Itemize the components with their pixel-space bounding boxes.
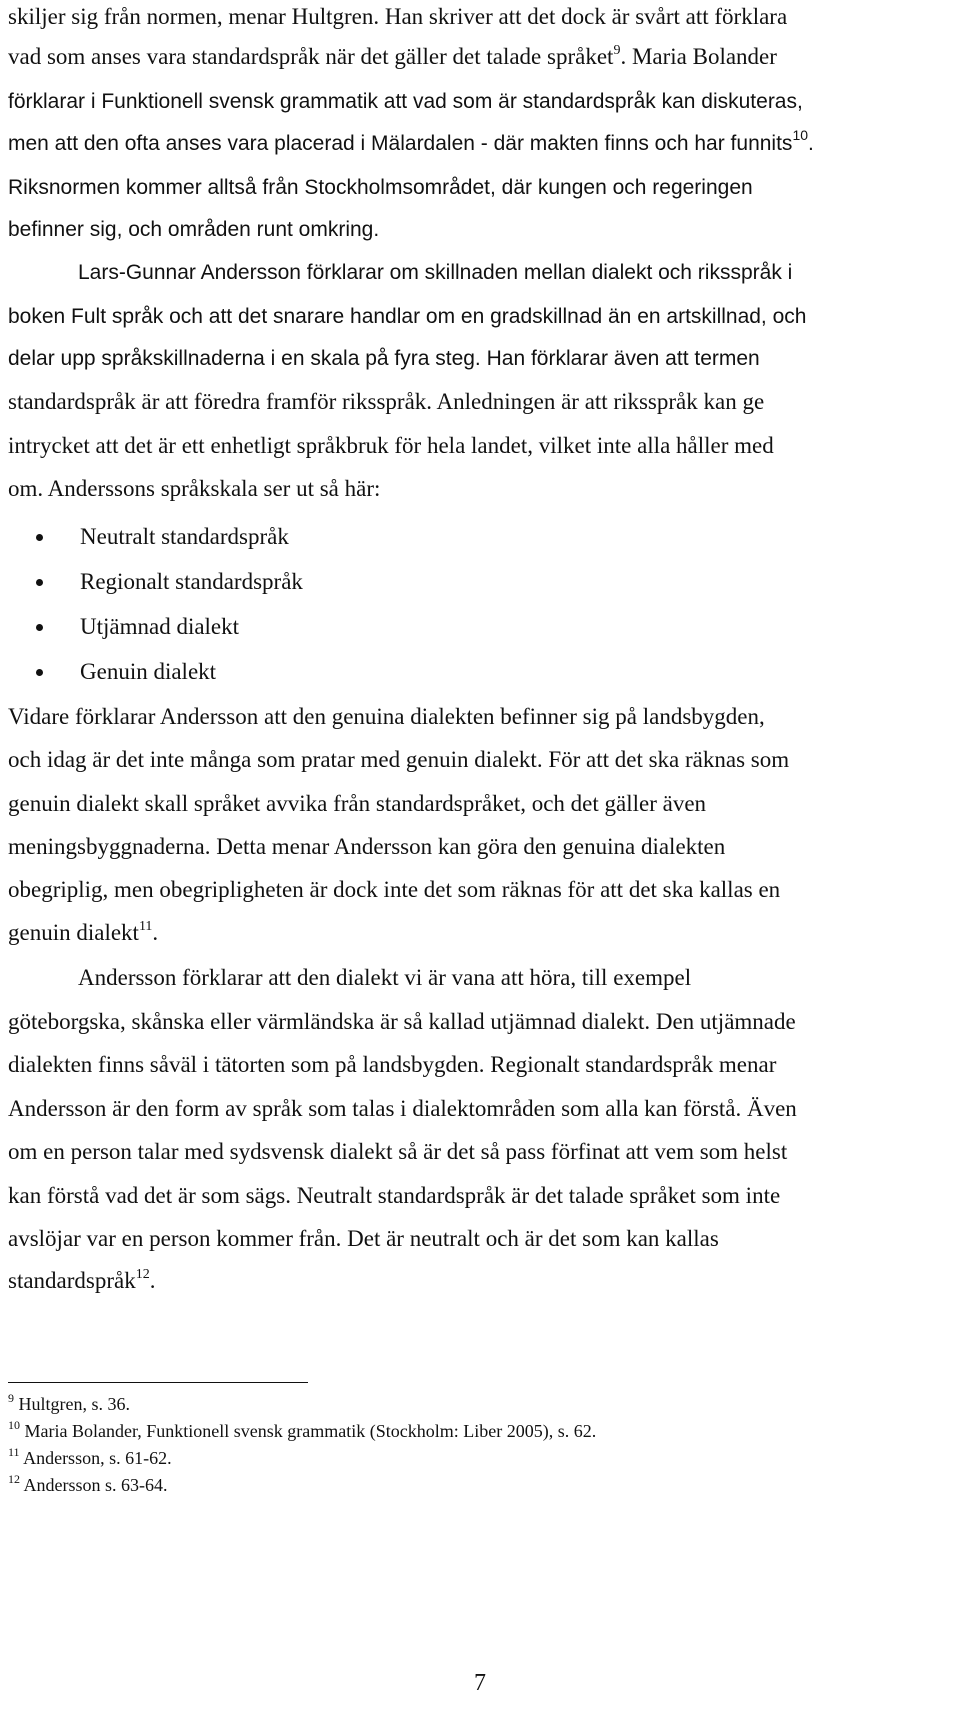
footnote-10	[8, 1420, 952, 1442]
text-span: genuin dialekt	[8, 920, 139, 945]
text-span: standardspråk	[8, 1268, 136, 1293]
bullet-icon	[36, 579, 43, 586]
footnote-number: 10	[8, 1418, 20, 1432]
footnote-12	[8, 1474, 952, 1496]
list-item: Regionalt standardspråk	[80, 569, 303, 594]
paragraph-4-line-3: dialekten finns såväl i tätorten som på landsbygden. Regionalt standardspråk menar	[8, 1052, 777, 1077]
footnote-text: Hultgren, s. 36.	[18, 1394, 130, 1414]
paragraph-4-line-2: göteborgska, skånska eller värmländska är så kallad utjämnad dialekt. Den utjämnade	[8, 1009, 796, 1034]
footnote-ref-11: 11	[138, 919, 153, 934]
paragraph-2-line-5: intrycket att det är ett enhetligt språkbruk för hela landet, vilket inte alla håller med	[8, 433, 774, 458]
list-item: Neutralt standardspråk	[80, 524, 289, 549]
paragraph-2-line-2: boken Fult språk och att det snarare handlar om en gradskillnad än en artskillnad, och	[8, 305, 807, 328]
list-item: Utjämnad dialekt	[80, 614, 240, 639]
footnote-11	[8, 1447, 952, 1469]
text-span: . Maria Bolander	[620, 44, 777, 69]
bullet-icon	[36, 624, 43, 631]
footnote-text: Andersson, s. 61-62.	[23, 1448, 172, 1468]
paragraph-3-line-1: Vidare förklarar Andersson att den genuina dialekten befinner sig på landsbygden,	[8, 704, 765, 729]
footnote-ref-12: 12	[135, 1267, 150, 1282]
paragraph-3-line-2: och idag är det inte många som pratar med genuin dialekt. För att det ska räknas som	[8, 747, 790, 772]
footnote-ref-9: 9	[613, 43, 621, 58]
text-span: .	[149, 1268, 156, 1293]
bullet-icon	[36, 669, 43, 676]
footnote-9	[8, 1393, 952, 1415]
paragraph-2-line-1: Lars-Gunnar Andersson förklarar om skillnaden mellan dialekt och riksspråk i	[78, 261, 793, 284]
paragraph-1-line-3: förklarar i Funktionell svensk grammatik att vad som är standardspråk kan diskuteras,	[8, 90, 803, 113]
footnote-number: 11	[8, 1445, 20, 1459]
paragraph-1-line-4	[8, 129, 952, 159]
footnote-number: 12	[8, 1472, 20, 1486]
paragraph-3-line-5: obegriplig, men obegripligheten är dock inte det som räknas för att det ska kallas en	[8, 877, 781, 902]
paragraph-4-line-4: Andersson är den form av språk som talas i dialektområden som alla kan förstå. Även	[8, 1096, 797, 1121]
footnote-divider	[8, 1382, 308, 1383]
paragraph-3-line-6	[8, 918, 952, 948]
footnote-text: Maria Bolander, Funktionell svensk grammatik (Stockholm: Liber 2005), s. 62.	[24, 1421, 597, 1441]
paragraph-1-line-6: befinner sig, och områden runt omkring.	[8, 218, 380, 241]
footnote-text: Andersson s. 63-64.	[23, 1475, 168, 1495]
bullet-icon	[36, 534, 43, 541]
page-number: 7	[474, 1670, 486, 1696]
paragraph-1-line-2	[8, 42, 952, 72]
paragraph-1-line-5: Riksnormen kommer alltså från Stockholmsområdet, där kungen och regeringen	[8, 176, 753, 199]
paragraph-4-line-8	[8, 1266, 952, 1296]
paragraph-4-line-5: om en person talar med sydsvensk dialekt så är det så pass förfinat att vem som helst	[8, 1139, 788, 1164]
list-item: Genuin dialekt	[80, 659, 217, 684]
paragraph-2-line-3: delar upp språkskillnaderna i en skala på fyra steg. Han förklarar även att termen	[8, 347, 760, 370]
paragraph-3-line-3: genuin dialekt skall språket avvika från standardspråket, och det gäller även	[8, 791, 707, 816]
paragraph-3-line-4: meningsbyggnaderna. Detta menar Andersson kan göra den genuina dialekten	[8, 834, 726, 859]
text-span: .	[808, 132, 814, 155]
footnote-ref-10: 10	[792, 127, 809, 143]
paragraph-1-line-1: skiljer sig från normen, menar Hultgren. Han skriver att det dock är svårt att förklara	[8, 4, 788, 29]
footnote-number: 9	[8, 1391, 14, 1405]
text-span: .	[152, 920, 159, 945]
paragraph-2-line-6: om. Anderssons språkskala ser ut så här:	[8, 476, 381, 501]
text-span: vad som anses vara standardspråk när det gäller det talade språket	[8, 44, 614, 69]
paragraph-2-line-4: standardspråk är att föredra framför riksspråk. Anledningen är att riksspråk kan ge	[8, 389, 765, 414]
paragraph-4-line-6: kan förstå vad det är som sägs. Neutralt standardspråk är det talade språket som inte	[8, 1183, 781, 1208]
paragraph-4-line-1: Andersson förklarar att den dialekt vi är vana att höra, till exempel	[78, 965, 692, 990]
text-span: men att den ofta anses vara placerad i Mälardalen - där makten finns och har funnits	[8, 132, 793, 155]
paragraph-4-line-7: avslöjar var en person kommer från. Det är neutralt och är det som kan kallas	[8, 1226, 719, 1251]
